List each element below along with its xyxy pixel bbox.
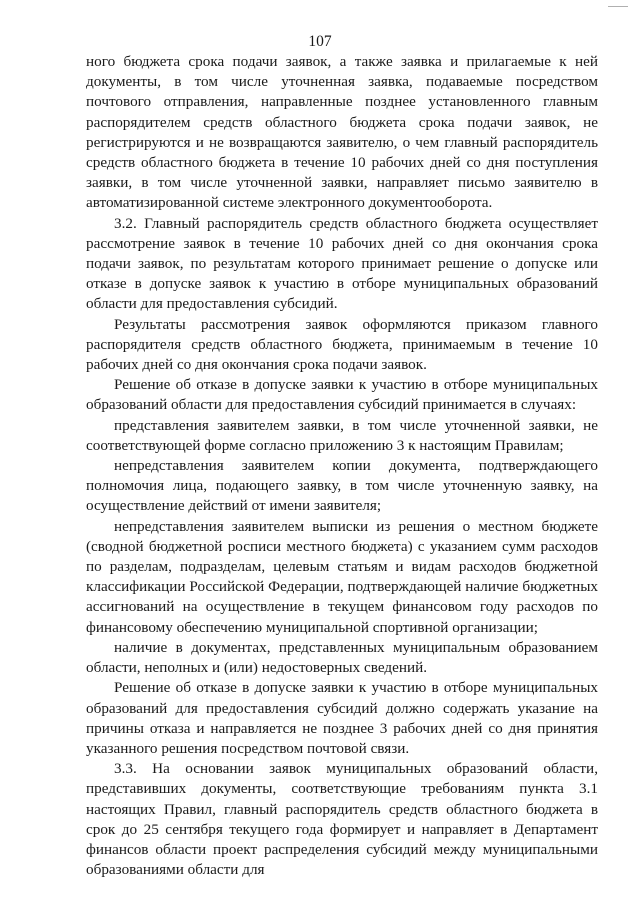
page-number: 107 xyxy=(308,33,332,50)
paragraph-section-3-3: 3.3. На основании заявок муниципальных образований области, представивших документы, соответствующие требованиям пункта 3.1 настоящих Правил, главный распорядитель средств областного бюджета в срок до 25 сентября текущего года формирует и направляет в Департамент финансов области проект распределения субсидий между муниципальными образованиями области для xyxy=(86,760,598,879)
paragraph-case-form: представления заявителем заявки, в том числе уточненной заявки, не соответствующей форме согласно приложению 3 к настоящим Правилам; xyxy=(86,416,598,454)
paragraph-refusal-cases: Решение об отказе в допуске заявки к участию в отборе муниципальных образований области для предоставления субсидий принимается в случаях: xyxy=(86,376,598,414)
document-body xyxy=(86,52,598,880)
paragraph-case-incomplete-info: наличие в документах, представленных муниципальным образованием области, неполных и (или) недостоверных сведений. xyxy=(86,638,598,677)
paragraph-case-authority: непредставления заявителем копии документа, подтверждающего полномочия лица, подающего заявку, в том числе уточненную заявку, на осуществление действий от имени заявителя; xyxy=(86,457,598,515)
paragraph-case-budget-extract: непредставления заявителем выписки из решения о местном бюджете (сводной бюджетной росписи местного бюджета) с указанием сумм расходов по разделам, подразделам, целевым статьям и видам расходов бюджетной классификации Российской Федерации, подтверждающей наличие бюджетных ассигнований на осуществление в текущем финансовом году расходов по финансовому обеспечению муниципальной спортивной организации; xyxy=(86,517,598,636)
scan-corner-mark xyxy=(608,0,628,7)
paragraph-continuation: ного бюджета срока подачи заявок, а также заявка и прилагаемые к ней документы, в том числе уточненная заявка, подаваемые посредством почтового отправления, направленные позднее установленного главным распорядителем средств областного бюджета срока подачи заявок, не регистрируются и не возвращаются заявителю, о чем главный распорядитель средств областного бюджета в течение 10 рабочих дней со дня поступления заявки, в том числе уточненной заявки, направляет письмо заявителю в автоматизированной системе электронного документооборота. xyxy=(86,53,598,212)
paragraph-review-results: Результаты рассмотрения заявок оформляются приказом главного распорядителя средств областного бюджета, принимаемым в течение 10 рабочих дней со дня окончания срока подачи заявок. xyxy=(86,315,598,374)
paragraph-refusal-notice: Решение об отказе в допуске заявки к участию в отборе муниципальных образований для предоставления субсидий должно содержать указание на причины отказа и направляется не позднее 3 рабочих дней со дня принятия указанного решения посредством почтовой связи. xyxy=(86,679,598,757)
paragraph-section-3-2: 3.2. Главный распорядитель средств областного бюджета осуществляет рассмотрение заявок в течение 10 рабочих дней со дня окончания срока подачи заявок, по результатам которого принимает решение о допуске или отказе в допуске заявок к участию в отборе муниципальных образований области для предоставления субсидий. xyxy=(86,214,598,313)
